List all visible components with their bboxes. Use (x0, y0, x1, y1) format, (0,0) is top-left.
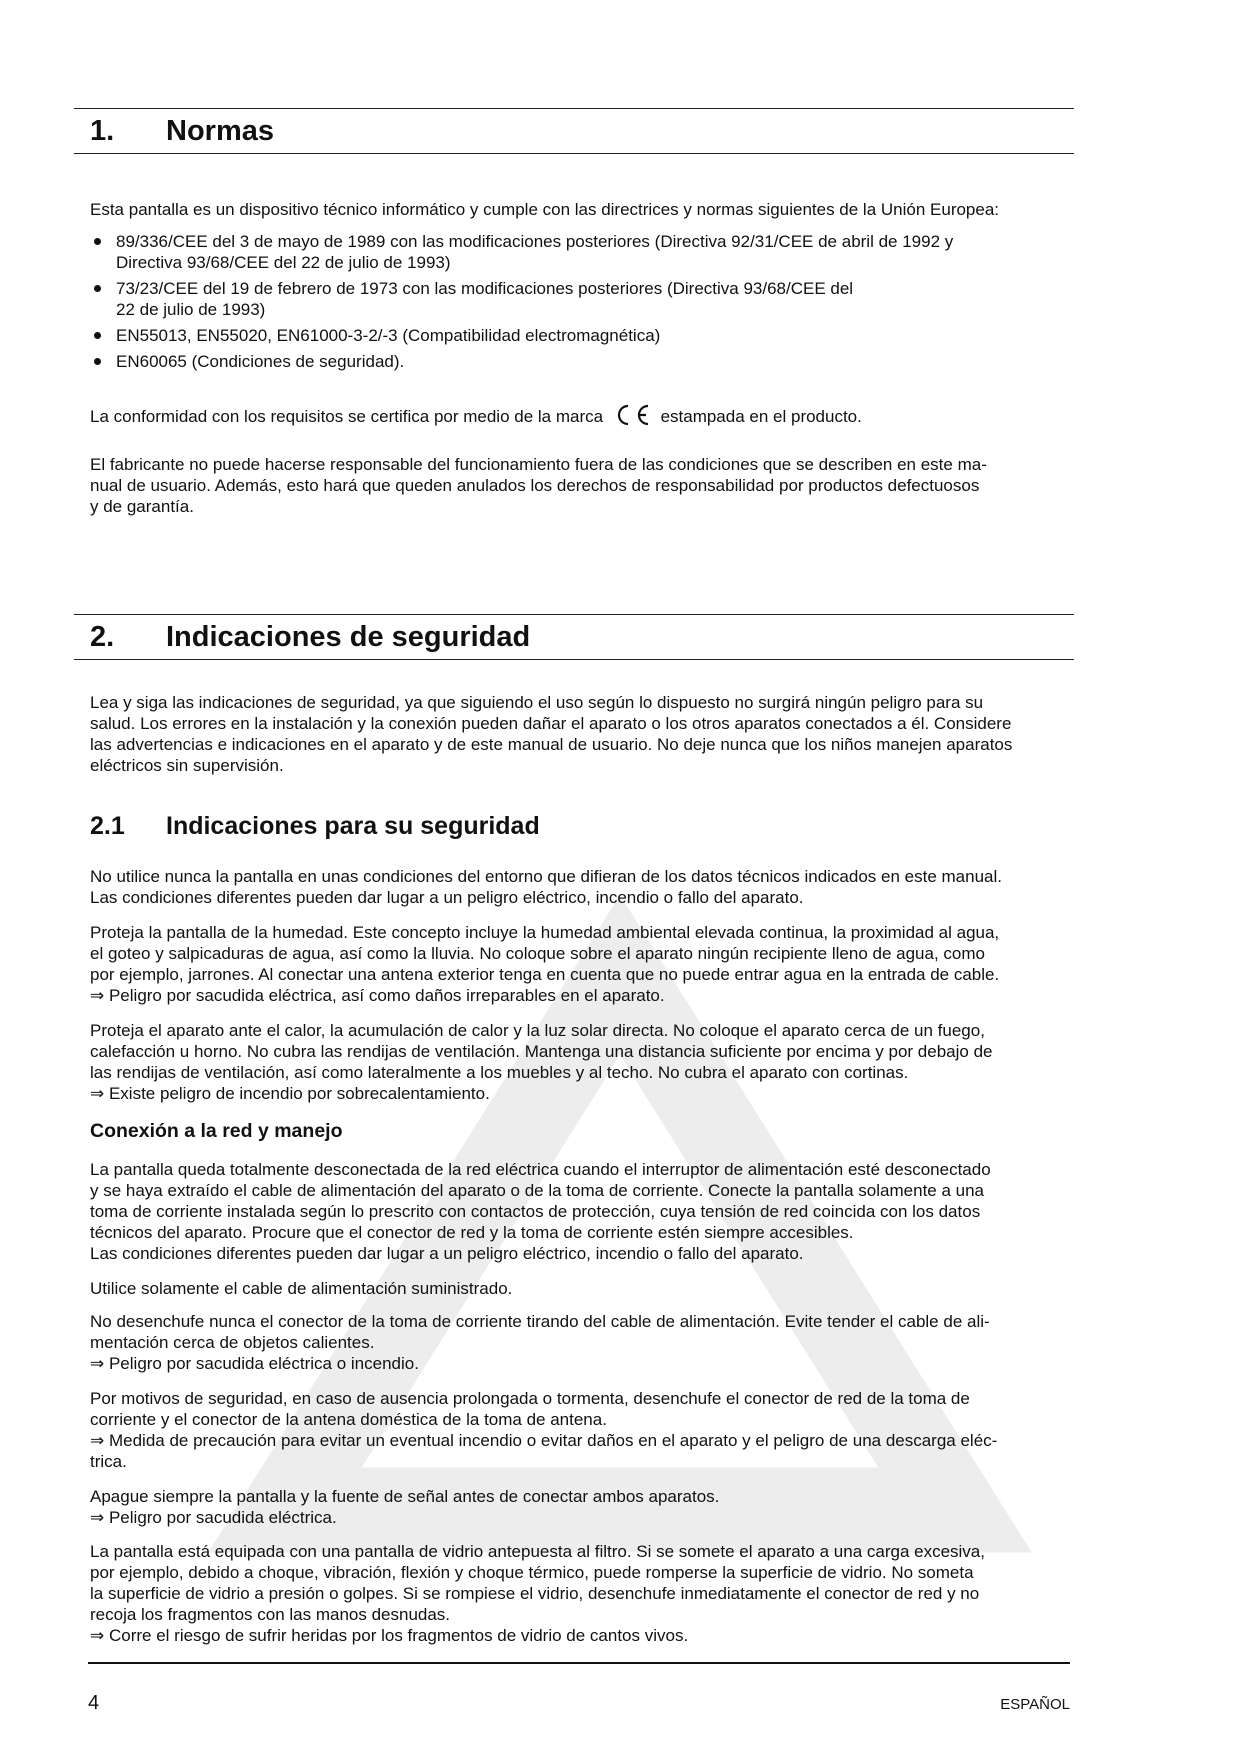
section-title: Normas (166, 114, 274, 147)
section-1-intro: Esta pantalla es un dispositivo técnico informático y cumple con las directrices y normas siguientes de la Unión Europea: (90, 200, 1000, 219)
section-2-intro: Lea y siga las indicaciones de seguridad, ya que siguiendo el uso según lo dispuesto no surgirá ningún peligro para su salud. Los errores en la instalación y la conexión pueden dañar el aparato o los otros aparatos conectados a él. Considere las advertencias e indicaciones en el aparato y de este manual de usuario. No deje nunca que los niños manejen aparatos eléctricos sin supervisión. (90, 693, 1013, 775)
section-title: Indicaciones de seguridad (166, 620, 531, 653)
language-label: ESPAÑOL (1000, 1696, 1070, 1713)
subsection-heading: Conexión a la red y manejo (90, 1120, 343, 1142)
paragraph: Proteja el aparato ante el calor, la acumulación de calor y la luz solar directa. No coloque el aparato cerca de un fuego, calefacción u horno. No cubra las rendijas de ventilación. Mantenga una distancia suficiente por encima y por debajo de las rendijas de ventilación, así como lateralmente a los muebles y al techo. No cubra el aparato con cortinas. ⇒ Existe peligro de incendio por sobrecalentamiento. (90, 1021, 993, 1103)
section-number: 2. (90, 620, 115, 653)
conformity-statement: La conformidad con los requisitos se certifica por medio de la marca estampada en el producto. (90, 404, 1070, 431)
manufacturer-disclaimer: El fabricante no puede hacerse responsable del funcionamiento fuera de las condiciones que se describen en este ma- nual de usuario. Además, esto hará que queden anulados los derechos de responsabilidad por productos defectuosos y de garantía. (90, 455, 987, 516)
paragraph: Utilice solamente el cable de alimentación suministrado. (90, 1279, 513, 1298)
list-item: EN60065 (Condiciones de seguridad). (90, 351, 1070, 372)
paragraph: No desenchufe nunca el conector de la toma de corriente tirando del cable de alimentación. Evite tender el cable de ali- mentación cerca de objetos calientes. ⇒ Peligro por sacudida eléctrica o incendio. (90, 1312, 990, 1373)
standards-list (90, 231, 1070, 377)
list-item: 73/23/CEE del 19 de febrero de 1973 con las modificaciones posteriores (Directiva 93/68/CEE del 22 de julio de 1993) (90, 278, 1070, 320)
paragraph: Por motivos de seguridad, en caso de ausencia prolongada o tormenta, desenchufe el conector de red de la toma de corriente y el conector de la antena doméstica de la toma de antena. ⇒ Medida de precaución para evitar un eventual incendio o evitar daños en el aparato y el peligro de una descarga eléc- trica. (90, 1389, 998, 1471)
section-number: 2.1 (90, 812, 125, 840)
paragraph: Proteja la pantalla de la humedad. Este concepto incluye la humedad ambiental elevada continua, la proximidad al agua, el goteo y salpicaduras de agua, así como la lluvia. No coloque sobre el aparato ningún recipiente lleno de agua, como por ejemplo, jarrones. Al conectar una antena exterior tenga en cuenta que no puede entrar agua en la entrada de cable. ⇒ Peligro por sacudida eléctrica, así como daños irreparables en el aparato. (90, 923, 1000, 1005)
footer-divider (88, 1662, 1070, 1664)
page-number: 4 (88, 1692, 100, 1714)
section-2-1-heading (90, 812, 540, 841)
list-item: 89/336/CEE del 3 de mayo de 1989 con las modificaciones posteriores (Directiva 92/31/CEE de abril de 1992 y Directiva 93/68/CEE del 22 de julio de 1993) (90, 231, 1070, 273)
list-item: EN55013, EN55020, EN61000-3-2/-3 (Compatibilidad electromagnética) (90, 325, 1070, 346)
paragraph: La pantalla está equipada con una pantalla de vidrio antepuesta al filtro. Si se somete el aparato a una carga excesiva, por ejemplo, debido a choque, vibración, flexión y choque térmico, puede romperse la superficie de vidrio. No someta la superficie de vidrio a presión o golpes. Si se rompiese el vidrio, desenchufe inmediatamente el conector de red y no recoja los fragmentos con las manos desnudas. ⇒ Corre el riesgo de sufrir heridas por los fragmentos de vidrio de cantos vivos. (90, 1542, 985, 1645)
section-number: 1. (90, 114, 115, 147)
paragraph: No utilice nunca la pantalla en unas condiciones del entorno que difieran de los datos técnicos indicados en este manual. Las condiciones diferentes pueden dar lugar a un peligro eléctrico, incendio o fallo del aparato. (90, 867, 1002, 907)
paragraph: La pantalla queda totalmente desconectada de la red eléctrica cuando el interruptor de alimentación esté desconectado y se haya extraído el cable de alimentación del aparato o de la toma de corriente. Conecte la pantalla solamente a una toma de corriente instalada según lo prescrito con contactos de protección, cuya tensión de red coincida con los datos técnicos del aparato. Procure que el conector de red y la toma de corriente estén siempre accesibles. Las condiciones diferentes pueden dar lugar a un peligro eléctrico, incendio o fallo del aparato. (90, 1160, 991, 1263)
section-2-heading (74, 614, 1074, 660)
section-1-heading (74, 108, 1074, 154)
ce-mark-icon (612, 404, 652, 431)
section-title: Indicaciones para su seguridad (166, 812, 540, 840)
paragraph: Apague siempre la pantalla y la fuente de señal antes de conectar ambos aparatos. ⇒ Peligro por sacudida eléctrica. (90, 1487, 720, 1527)
